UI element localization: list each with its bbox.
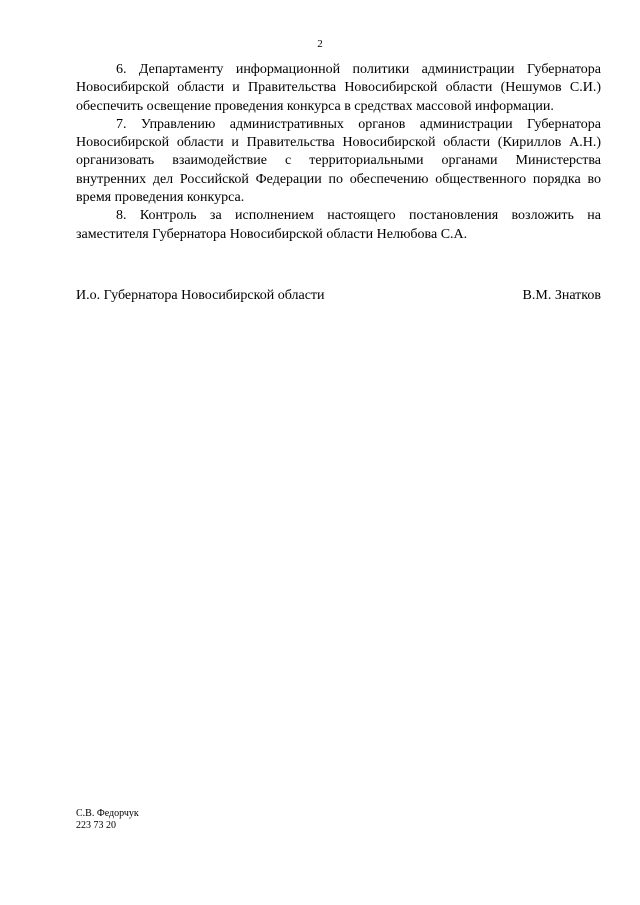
paragraph-8: 8. Контроль за исполнением настоящего постановления возложить на заместителя Губернатора Новосибирской области Нелюбова С.А. — [76, 208, 601, 242]
executor-block — [76, 808, 139, 832]
executor-phone: 223 73 20 — [76, 820, 116, 831]
signatory-position: И.о. Губернатора Новосибирской области — [76, 288, 325, 303]
page-number: 2 — [317, 38, 323, 50]
executor-name: С.В. Федорчук — [76, 808, 139, 819]
signatory-name: В.М. Знатков — [522, 288, 601, 303]
paragraph-6: 6. Департаменту информационной политики администрации Губернатора Новосибирской области и Правительства Новосибирской области (Нешумов С.И.) обеспечить освещение проведения конкурса в средствах массовой информации. — [76, 62, 601, 114]
signature-block — [76, 287, 601, 305]
paragraph-7: 7. Управлению административных органов администрации Губернатора Новосибирской области и Правительства Новосибирской области (Кириллов А.Н.) организовать взаимодействие с территориальными органами Министерства внутренних дел Российской Федерации по обеспечению общественного порядка во время проведения конкурса. — [76, 116, 601, 206]
document-body — [76, 61, 601, 244]
